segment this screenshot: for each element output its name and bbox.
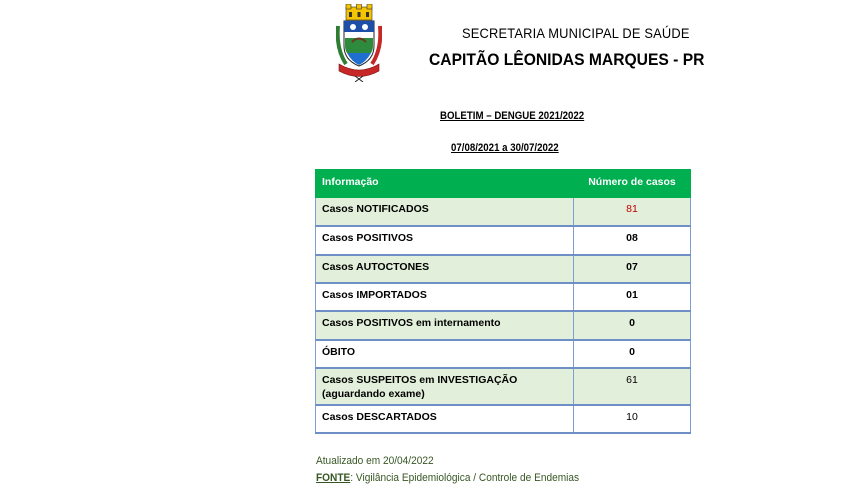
row-label: ÓBITO (316, 340, 574, 368)
row-label: Casos POSITIVOS (316, 226, 574, 255)
row-label: Casos POSITIVOS em internamento (316, 311, 574, 340)
row-label: Casos AUTOCTONES (316, 255, 574, 283)
source-note (316, 472, 579, 484)
bulletin-title: BOLETIM – DENGUE 2021/2022 (440, 110, 585, 122)
table-row (316, 255, 691, 283)
table-row (316, 226, 691, 255)
table-row (316, 405, 691, 433)
row-label (316, 368, 574, 405)
table-row (316, 311, 691, 340)
municipality-name: CAPITÃO LÊONIDAS MARQUES - PR (429, 50, 705, 69)
table-row (316, 340, 691, 368)
table-row (316, 283, 691, 311)
row-label: Casos DESCARTADOS (316, 405, 574, 433)
column-header-case-count: Número de casos (574, 170, 691, 198)
row-label-line1: Casos SUSPEITOS em INVESTIGAÇÃO (322, 373, 518, 386)
row-value: 10 (574, 405, 691, 433)
row-value: 61 (574, 368, 691, 405)
row-label: Casos IMPORTADOS (316, 283, 574, 311)
column-header-information: Informação (316, 170, 574, 198)
row-label: Casos NOTIFICADOS (316, 198, 574, 226)
bulletin-period: 07/08/2021 a 30/07/2022 (451, 142, 559, 154)
source-key: FONTE (316, 472, 351, 484)
dengue-cases-table (315, 169, 691, 434)
row-value: 0 (574, 340, 691, 368)
row-label-line2: (aguardando exame) (322, 387, 425, 400)
row-value: 07 (574, 255, 691, 283)
row-value: 08 (574, 226, 691, 255)
row-value: 01 (574, 283, 691, 311)
table-row (316, 368, 691, 405)
municipal-coat-of-arms-icon (336, 4, 382, 82)
table-row (316, 198, 691, 226)
source-value: : Vigilância Epidemiológica / Controle de Endemias (350, 472, 580, 484)
last-updated-note: Atualizado em 20/04/2022 (316, 455, 434, 467)
department-name: SECRETARIA MUNICIPAL DE SAÚDE (462, 25, 690, 41)
table-header-row (316, 170, 691, 198)
row-value: 0 (574, 311, 691, 340)
row-value: 81 (574, 198, 691, 226)
